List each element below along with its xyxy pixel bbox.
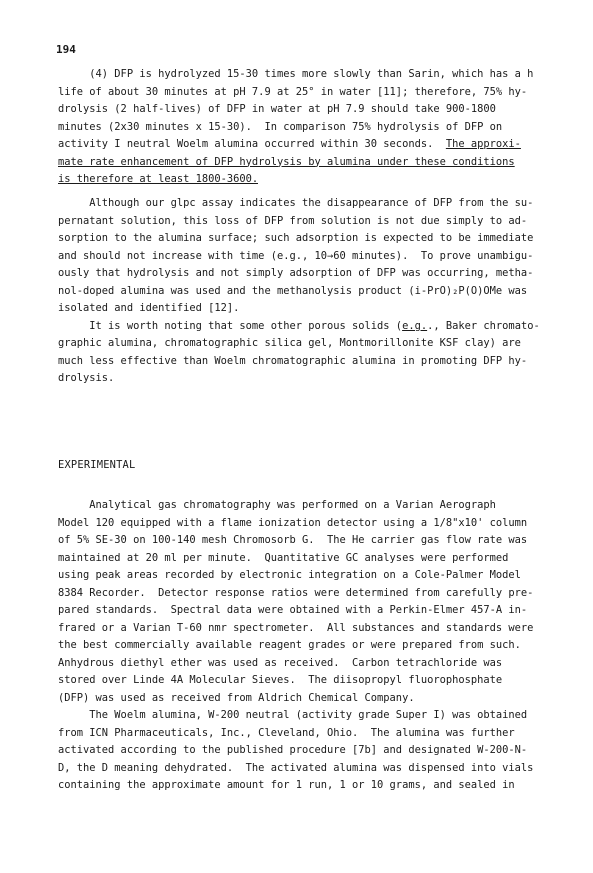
underlined-text: e.g.: [402, 319, 428, 332]
text-line: (4) DFP is hydrolyzed 15-30 times more slowly than Sarin, which has a h: [58, 68, 534, 80]
text-line: life of about 30 minutes at pH 7.9 at 25° in water [11]; therefore, 75% hy-: [58, 85, 528, 98]
text-line: graphic alumina, chromatographic silica gel, Montmorillonite KSF clay) are: [58, 337, 521, 349]
text-line: ously that hydrolysis and not simply adsorption of DFP was occurring, metha-: [58, 267, 534, 279]
text-line: The Woelm alumina, W-200 neutral (activity grade Super I) was obtained: [58, 709, 528, 721]
text-span: ., Baker chromato-: [427, 319, 540, 332]
text-line: containing the approximate amount for 1 run, 1 or 10 grams, and sealed in: [58, 779, 515, 791]
text-line: Model 120 equipped with a flame ionization detector using a 1/8"x10' column: [58, 516, 528, 529]
text-line: (DFP) was used as received from Aldrich Chemical Company.: [58, 691, 415, 704]
underlined-text-line: is therefore at least 1800-3600.: [58, 173, 259, 185]
text-line: much less effective than Woelm chromatographic alumina in promoting DFP hy-: [58, 354, 528, 367]
text-line: [58, 136, 588, 154]
text-line: maintained at 20 ml per minute. Quantitative GC analyses were performed: [58, 551, 509, 564]
underlined-text-line: mate rate enhancement of DFP hydrolysis by alumina under these conditions: [58, 155, 515, 168]
underlined-text: The approxi-: [445, 138, 521, 150]
text-line: pared standards. Spectral data were obtained with a Perkin-Elmer 457-A in-: [58, 604, 528, 616]
text-line: the best commercially available reagent grades or were prepared from such.: [58, 639, 521, 651]
text-line: from ICN Pharmaceuticals, Inc., Cleveland, Ohio. The alumina was further: [58, 726, 515, 739]
text-line: activated according to the published procedure [7b] and designated W-200-N-: [58, 744, 528, 756]
text-span: It is worth noting that some other porous solids (: [58, 319, 403, 332]
text-line: drolysis (2 half-lives) of DFP in water at pH 7.9 should take 900-1800: [58, 103, 496, 115]
text-span: activity I neutral Woelm alumina occurred within 30 seconds.: [58, 138, 446, 150]
text-line: using peak areas recorded by electronic integration on a Cole-Palmer Model: [58, 569, 521, 581]
text-line: Anhydrous diethyl ether was used as received. Carbon tetrachloride was: [58, 656, 503, 669]
text-line: nol-doped alumina was used and the methanolysis product (i-PrO)₂P(O)OMe was: [58, 284, 528, 297]
text-line: sorption to the alumina surface; such adsorption is expected to be immediate: [58, 232, 534, 244]
text-line: 8384 Recorder. Detector response ratios were determined from carefully pre-: [58, 586, 534, 599]
text-line: stored over Linde 4A Molecular Sieves. The diisopropyl fluorophosphate: [58, 674, 503, 686]
text-line: frared or a Varian T-60 nmr spectrometer. All substances and standards were: [58, 621, 534, 634]
text-line: Analytical gas chromatography was performed on a Varian Aerograph: [58, 499, 496, 511]
text-line: minutes (2x30 minutes x 15-30). In comparison 75% hydrolysis of DFP on: [58, 120, 503, 133]
text-line: D, the D meaning dehydrated. The activated alumina was dispensed into vials: [58, 761, 534, 774]
text-line: pernatant solution, this loss of DFP from solution is not due simply to ad-: [58, 214, 528, 227]
text-line: [58, 318, 588, 336]
page-number: 194: [56, 43, 76, 56]
text-line: Although our glpc assay indicates the disappearance of DFP from the su-: [58, 197, 534, 209]
text-line: and should not increase with time (e.g., 10→60 minutes). To prove unambigu-: [58, 249, 534, 262]
experimental-section: [58, 497, 588, 795]
text-line: drolysis.: [58, 372, 115, 384]
text-line: isolated and identified [12].: [58, 302, 240, 314]
text-line: of 5% SE-30 on 100-140 mesh Chromosorb G. The He carrier gas flow rate was: [58, 534, 528, 546]
section-heading: EXPERIMENTAL: [58, 459, 136, 471]
body-text: [58, 66, 588, 388]
